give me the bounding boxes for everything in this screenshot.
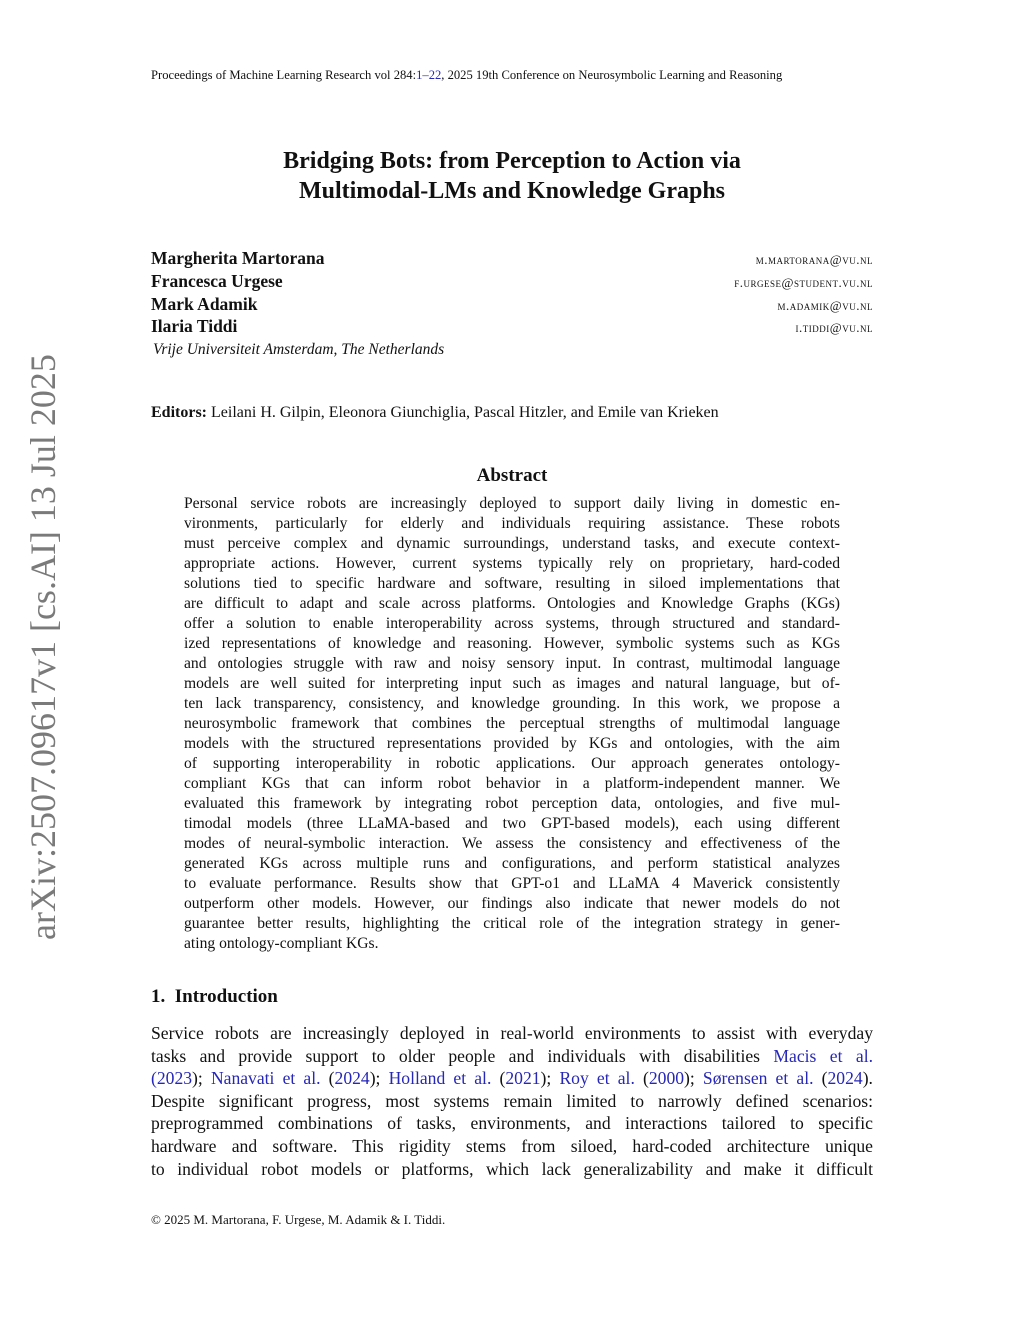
citation-link[interactable]: 2000 — [648, 1068, 685, 1089]
citation-link[interactable]: Sørensen et al. — [702, 1068, 814, 1089]
intro-line — [151, 1135, 873, 1158]
intro-line — [151, 1045, 873, 1068]
citation-link[interactable]: Macis et al. — [773, 1045, 873, 1066]
intro-text: Service robots are increasingly deployed in real-world environments to assist with everyday — [151, 1023, 873, 1043]
editors-names: Leilani H. Gilpin, Eleonora Giunchiglia, Pascal Hitzler, and Emile van Krieken — [207, 404, 719, 421]
conference-text: , 2025 19th Conference on Neurosymbolic Learning and Reasoning — [441, 68, 783, 82]
copyright-notice: © 2025 M. Martorana, F. Urgese, M. Adamik & I. Tiddi. — [151, 1212, 446, 1227]
abstract-line: neurosymbolic framework that combines the perceptual strengths of multimodal language — [184, 715, 840, 732]
intro-text: ( — [320, 1068, 335, 1089]
citation-link[interactable]: Holland et al. — [388, 1068, 492, 1089]
author-name: Ilaria Tiddi — [151, 316, 238, 336]
editors — [151, 404, 719, 422]
intro-text: Despite significant progress, most systems remain limited to narrowly defined scenarios: — [151, 1090, 873, 1111]
citation-link[interactable]: 2023 — [156, 1068, 193, 1089]
intro-line — [151, 1022, 873, 1045]
running-header — [151, 68, 782, 83]
abstract-line: ten lack transparency, consistency, and knowledge grounding. In this work, we propose a — [184, 695, 840, 712]
title-line: Bridging Bots: from Perception to Action via — [283, 148, 741, 174]
author-email[interactable]: m.adamik@vu.nl — [777, 298, 873, 313]
intro-line — [151, 1067, 873, 1090]
intro-text: to individual robot models or platforms, which lack generalizability and make it difficult — [151, 1158, 873, 1179]
intro-text: ). — [862, 1068, 873, 1089]
header-text: Proceedings of Machine Learning Research vol 284: — [151, 68, 417, 82]
citation-link[interactable]: Roy et al. — [559, 1068, 635, 1089]
editors-label: Editors: — [151, 404, 207, 421]
author-name: Francesca Urgese — [151, 271, 283, 291]
intro-text: ); — [192, 1068, 211, 1089]
citation-link[interactable]: Nanavati et al. — [210, 1068, 321, 1089]
citation-link[interactable]: 2021 — [505, 1068, 541, 1089]
abstract-line: offer a solution to enable interoperability across systems, through structured and standard- — [184, 615, 840, 632]
abstract-line: evaluated this framework by integrating robot perception data, ontologies, and five mul- — [184, 795, 840, 812]
section-heading — [151, 986, 278, 1008]
abstract-line: vironments, particularly for elderly and individuals requiring assistance. These robots — [184, 515, 840, 532]
abstract-line: ized representations of knowledge and reasoning. However, symbolic systems such as KGs — [184, 635, 840, 652]
author-email[interactable]: f.urgese@student.vu.nl — [734, 275, 873, 290]
intro-line — [151, 1112, 873, 1135]
intro-text: ); — [369, 1068, 389, 1089]
author-name: Margherita Martorana — [151, 248, 325, 268]
abstract-line: outperform other models. However, our findings also indicate that newer models do not — [184, 895, 840, 912]
abstract-line: modes of neural-symbolic interaction. We assess the consistency and effectiveness of the — [184, 835, 840, 852]
abstract-line: Personal service robots are increasingly deployed to support daily living in domestic en- — [184, 495, 840, 512]
abstract-line: and ontologies struggle with raw and noisy sensory input. In contrast, multimodal language — [184, 655, 840, 672]
abstract-line: ating ontology-compliant KGs. — [184, 935, 379, 952]
abstract-line: solutions tied to specific hardware and software, resulting in siloed implementations that — [184, 575, 840, 592]
intro-text: preprogrammed combinations of tasks, environments, and interactions tailored to specific — [151, 1113, 873, 1134]
citation-link[interactable]: ( — [151, 1068, 157, 1089]
abstract-line: are difficult to adapt and scale across platforms. Ontologies and Knowledge Graphs (KGs) — [184, 595, 840, 612]
abstract-line: models are well suited for interpreting input such as images and natural language, but of- — [184, 675, 840, 692]
paper-title — [0, 146, 1024, 206]
abstract-line: appropriate actions. However, current systems typically rely on proprietary, hard-coded — [184, 555, 840, 572]
citation-link[interactable]: 2024 — [334, 1068, 370, 1089]
abstract-line: must perceive complex and dynamic surroundings, understand tasks, and execute context- — [184, 535, 840, 552]
intro-text: tasks and provide support to older people and individuals with disabilities — [151, 1045, 774, 1066]
intro-text: ); — [540, 1068, 560, 1089]
abstract-line: models with the structured representations provided by KGs and ontologies, with the aim — [184, 735, 840, 752]
citation-link[interactable]: 2024 — [827, 1068, 863, 1089]
abstract-line: compliant KGs that can inform robot behavior in a platform-independent manner. We — [184, 775, 840, 792]
author-email[interactable]: m.martorana@vu.nl — [755, 252, 873, 267]
arxiv-stamp: arXiv:2507.09617v1 [cs.AI] 13 Jul 2025 — [23, 354, 63, 940]
abstract-heading: Abstract — [476, 465, 548, 486]
intro-text: ( — [491, 1068, 506, 1089]
section-number: 1. — [151, 986, 166, 1007]
page-dash: – — [422, 68, 429, 82]
abstract-line: timodal models (three LLaMA-based and two GPT-based models), each using different — [184, 815, 840, 832]
abstract-line: to evaluate performance. Results show that GPT-o1 and LLaMA 4 Maverick consistently — [184, 875, 840, 892]
section-title: Introduction — [174, 986, 278, 1007]
intro-line — [151, 1158, 873, 1181]
title-line: Multimodal-LMs and Knowledge Graphs — [298, 178, 726, 204]
page-end-link[interactable]: 22 — [428, 68, 442, 82]
abstract-line: of supporting interoperability in robotic applications. Our approach generates ontology- — [184, 755, 840, 772]
intro-text: hardware and software. This rigidity stems from siloed, hard-coded architecture unique — [151, 1136, 873, 1156]
intro-text: ); — [684, 1068, 703, 1089]
intro-text: ( — [634, 1068, 649, 1089]
author-name: Mark Adamik — [151, 294, 258, 314]
abstract-line: guarantee better results, highlighting the critical role of the integration strategy in gener- — [184, 915, 840, 932]
affiliation: Vrije Universiteit Amsterdam, The Netherlands — [153, 341, 445, 358]
abstract-line: generated KGs across multiple runs and configurations, and perform statistical analyzes — [184, 855, 840, 872]
intro-text: ( — [813, 1068, 828, 1089]
author-email[interactable]: i.tiddi@vu.nl — [795, 320, 873, 335]
intro-line — [151, 1090, 873, 1113]
page-start-link[interactable]: 1 — [416, 68, 423, 82]
